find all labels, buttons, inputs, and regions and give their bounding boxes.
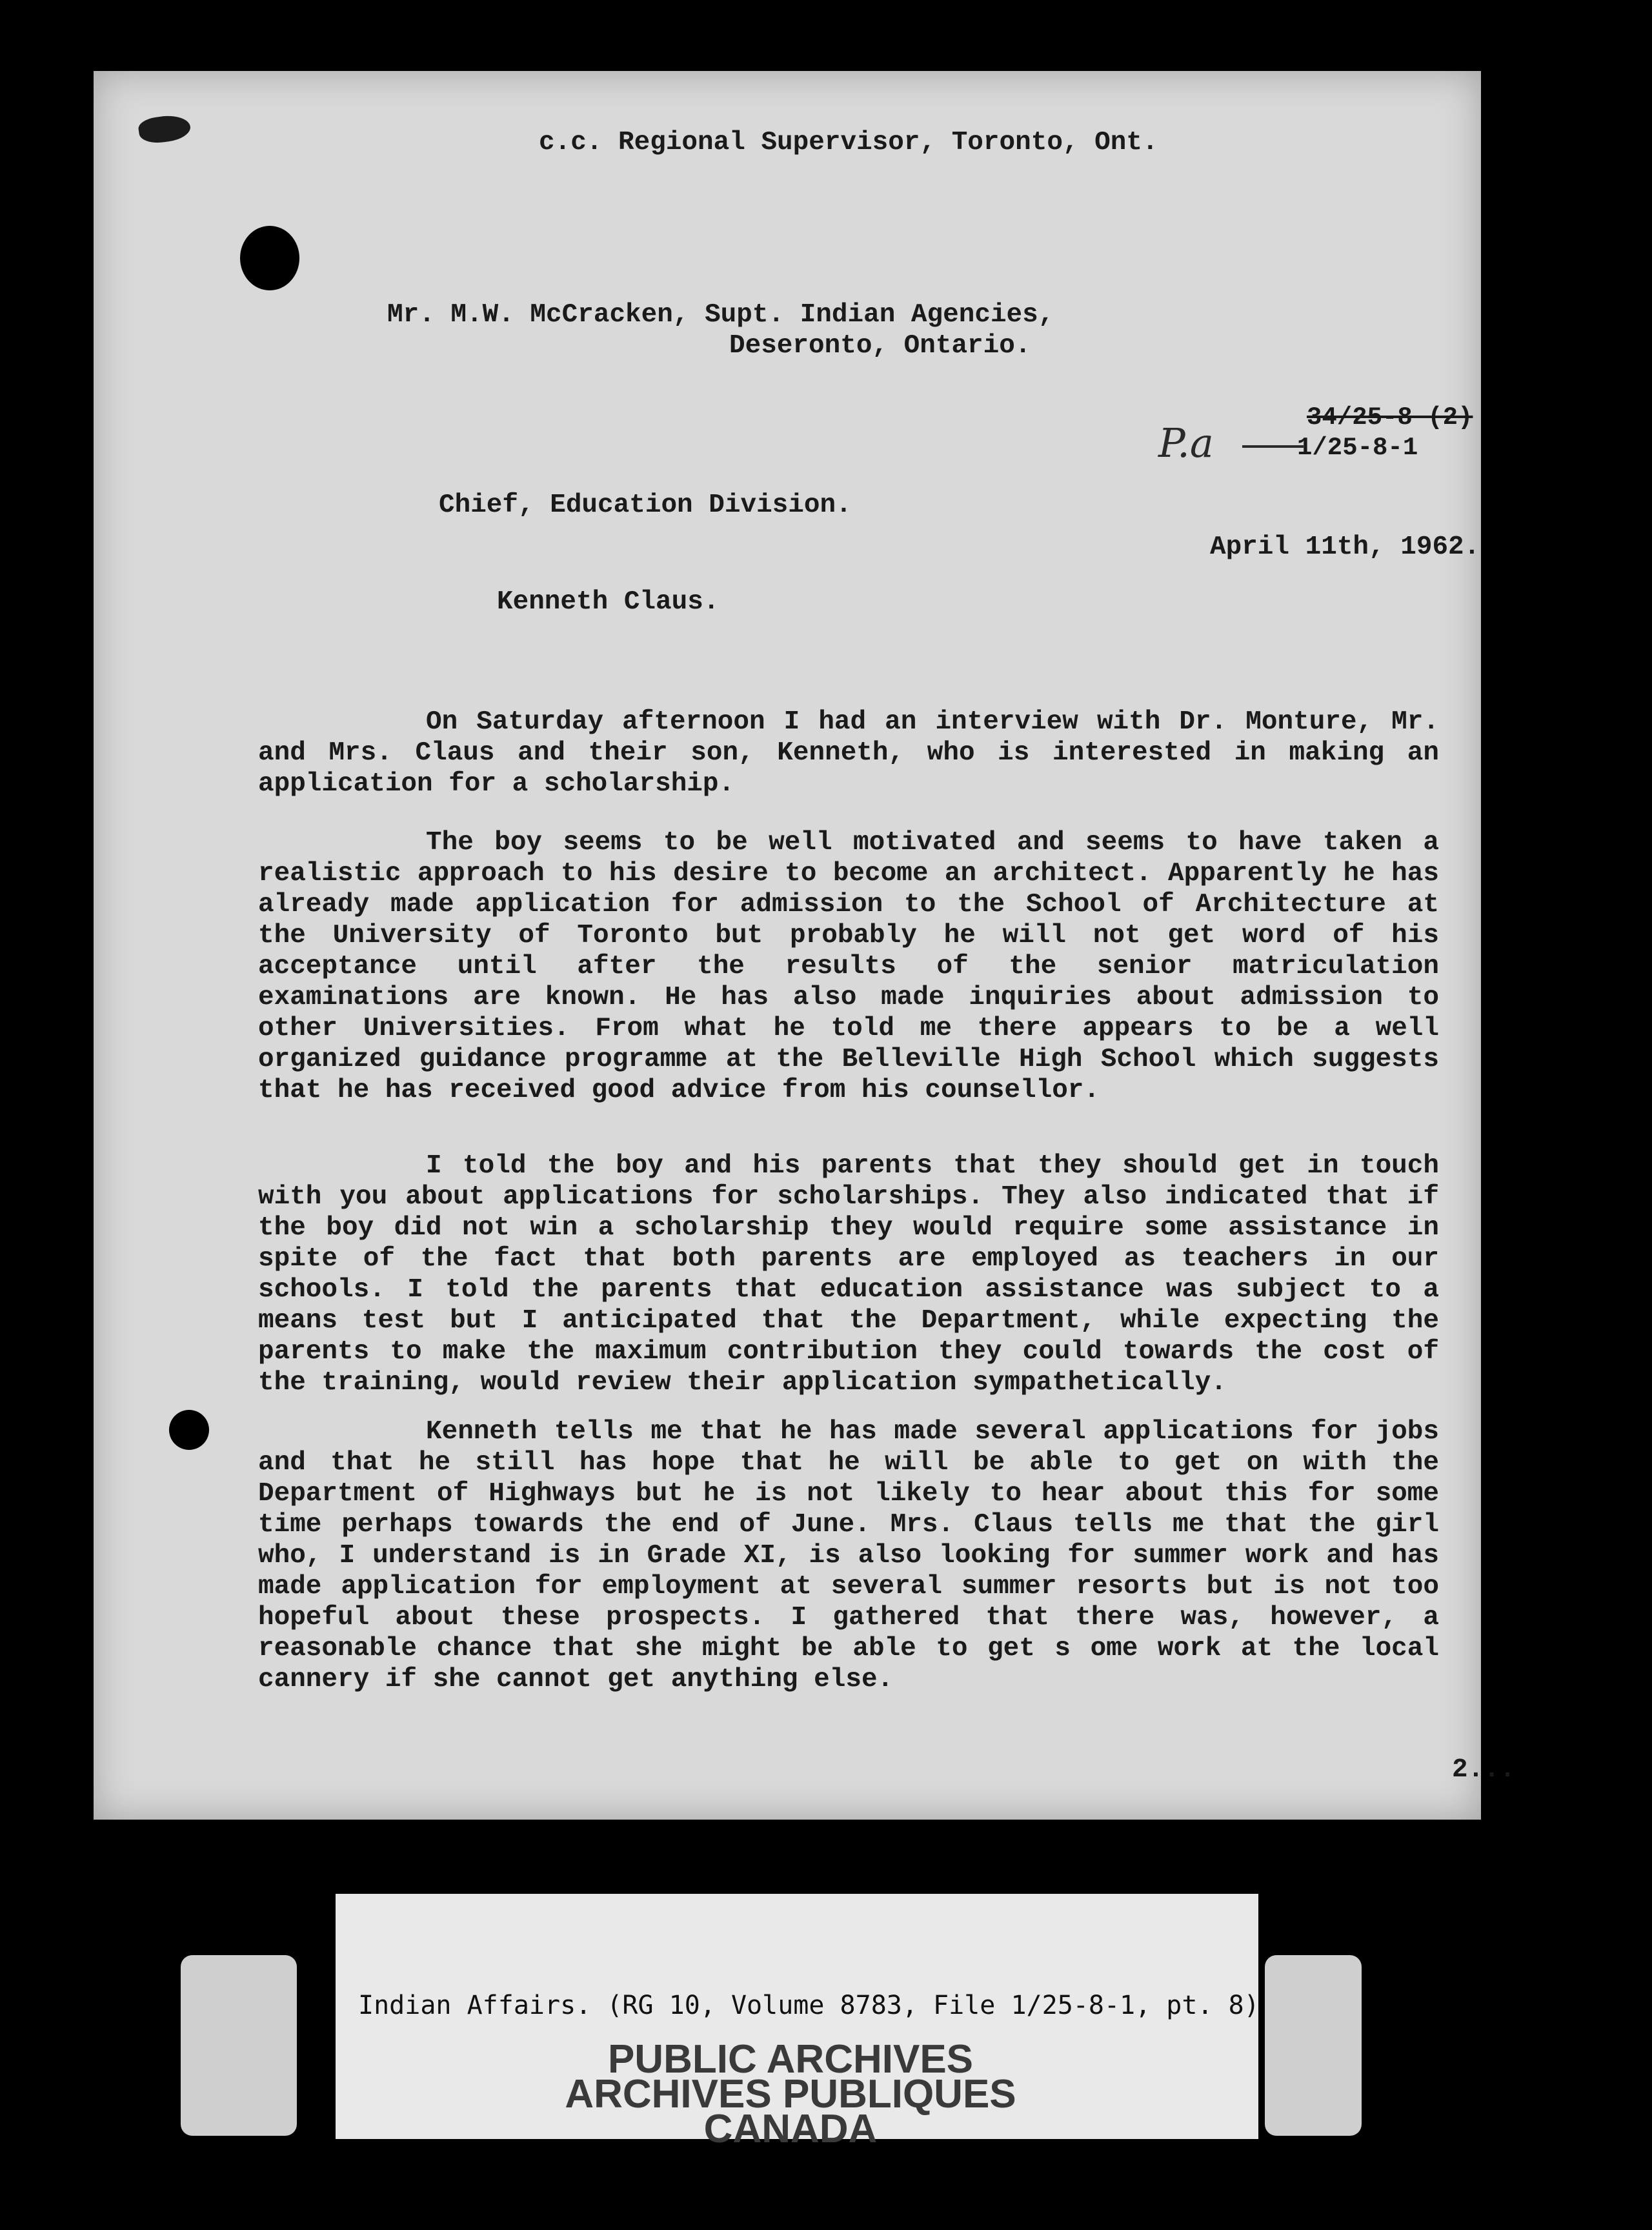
paragraph-4: Kenneth tells me that he has made several applications for jobs and that he still has hope that he will be able to get on with the Department of Highways but he is not likely to hear about this for some time perhaps towards the end of June. Mrs. Claus tells me that the girl who, I understand is in Grade XI, is also looking for summer work and has made application for employment at several summer resorts but is not too hopeful about these prospects. I gathered that there was, however, a reasonable chance that she might be able to get s ome work at the local cannery if she cannot get anything else.: [258, 1417, 1439, 1694]
folder-tab-left: [181, 1955, 297, 2136]
addressee-line-1: Mr. M.W. McCracken, Supt. Indian Agencies,: [387, 300, 1054, 330]
archive-stamp: [452, 2037, 1129, 2151]
folder-tab-right: [1265, 1955, 1362, 2136]
stamp-line-3: CANADA: [703, 2107, 878, 2151]
stamp-line-2: ARCHIVES PUBLIQUES: [565, 2072, 1016, 2116]
cc-line: c.c. Regional Supervisor, Toronto, Ont.: [539, 128, 1158, 157]
paragraph-2: The boy seems to be well motivated and seems to have taken a realistic approach to his desire to become an architect. Apparently he has already made application for admission to the School of Architecture at the University of Toronto but probably he will not get word of his acceptance until after the results of the senior matriculation examinations are known. He has also made inquiries about admission to other Universities. From what he told me there appears to be a well organized guidance programme at the Belleville High School which suggests that he has received good advice from his counsellor.: [258, 828, 1439, 1105]
archive-file-reference: Indian Affairs. (RG 10, Volume 8783, File 1/25-8-1, pt. 8): [358, 1991, 1260, 2020]
punch-hole-middle: [169, 1410, 209, 1450]
paragraph-1: On Saturday afternoon I had an interview with Dr. Monture, Mr. and Mrs. Claus and their son, Kenneth, who is interested in making an application for a scholarship.: [258, 707, 1439, 799]
handwritten-dash: [1242, 445, 1304, 448]
handwritten-initials: P.a: [1158, 419, 1214, 467]
stamp-line-1: PUBLIC ARCHIVES: [607, 2037, 974, 2082]
page-continuation: 2...: [1452, 1755, 1516, 1785]
addressee-line-2: Deseronto, Ontario.: [729, 331, 1031, 361]
paragraph-3: I told the boy and his parents that they should get in touch with you about applications for scholarships. They also indicated that if the boy did not win a scholarship they would require some assistance in spite of the fact that both parents are employed as teachers in our schools. I told the parents that education assistance was subject to a means test but I anticipated that the Department, while expecting the parents to make the maximum contribution they could towards the cost of the training, would review their application sympathetically.: [258, 1151, 1439, 1398]
letter-date: April 11th, 1962.: [1210, 532, 1480, 562]
punch-hole-top: [240, 226, 299, 290]
sender-line: Chief, Education Division.: [439, 490, 852, 520]
file-number-current: 1/25-8-1: [1297, 434, 1418, 462]
subject-line: Kenneth Claus.: [497, 587, 720, 617]
file-number-struck: 34/25-8 (2): [1307, 403, 1473, 432]
